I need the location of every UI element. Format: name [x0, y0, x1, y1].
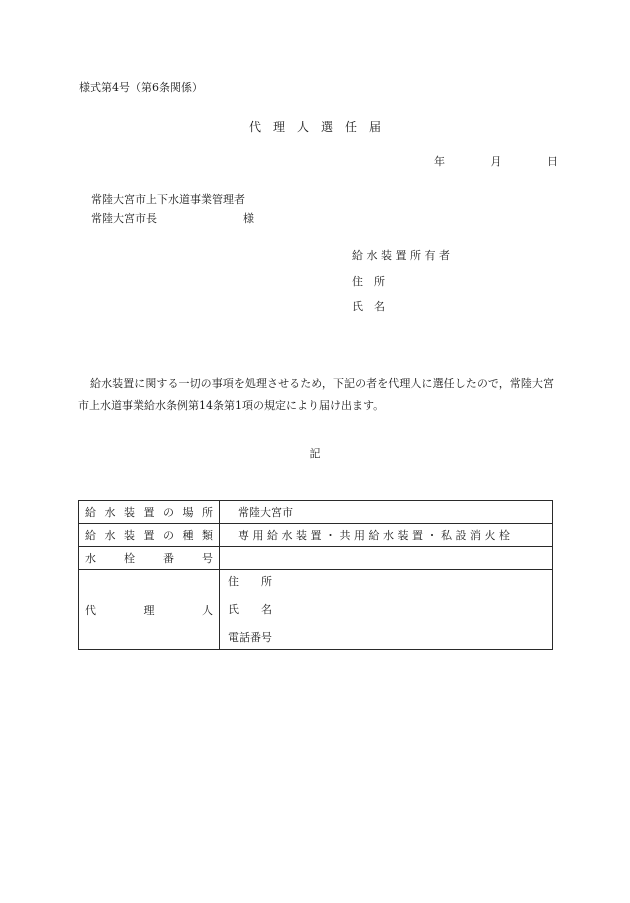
- owner-heading: 給 水 装 置 所 有 者: [352, 249, 450, 262]
- owner-name-label: 氏 名: [352, 300, 385, 313]
- agent-address-label: 住 所: [228, 575, 272, 588]
- form-number: 様式第4号（第6条関係）: [79, 81, 203, 94]
- agent-phone-label: 電話番号: [228, 631, 272, 644]
- spread-label-type: 給 水 装 置 の 種 類: [85, 529, 213, 542]
- table-row: [79, 501, 553, 524]
- date-line: [434, 156, 558, 167]
- table-row: [79, 524, 553, 547]
- row-label: [79, 501, 220, 524]
- ki-heading: 記: [309, 447, 321, 460]
- addressee-line-1: 常陸大宮市上下水道事業管理者: [91, 193, 245, 206]
- spread-label-tap: 水 栓 番 号: [85, 552, 213, 565]
- tap-number-value: [220, 547, 553, 570]
- details-table: [78, 500, 553, 650]
- location-value: 常陸大宮市: [220, 501, 553, 524]
- spread-label-location: 給 水 装 置 の 場 所: [85, 506, 213, 519]
- row-label: [79, 524, 220, 547]
- date-day-label: 日: [547, 155, 558, 168]
- document-title: 代 理 人 選 任 届: [248, 120, 381, 134]
- addressee-honorific: 様: [243, 212, 254, 225]
- owner-address-label: 住 所: [352, 275, 385, 288]
- spread-label-agent: 代 理 人: [85, 603, 213, 617]
- agent-name-label: 氏 名: [228, 603, 272, 616]
- table-row: [79, 547, 553, 570]
- date-year-label: 年: [434, 155, 445, 168]
- addressee-line-2: 常陸大宮市長: [91, 212, 157, 225]
- table-row: [79, 570, 553, 650]
- row-label: [79, 547, 220, 570]
- type-value: 専 用 給 水 装 置 ・ 共 用 給 水 装 置 ・ 私 設 消 火 栓: [220, 524, 553, 547]
- date-month-label: 月: [490, 155, 502, 168]
- agent-label: [79, 570, 220, 650]
- declaration-text: 給水装置に関する一切の事項を処理させるため，下記の者を代理人に選任したので，常陸大宮市上水道事業給水条例第14条第1項の規定により届け出ます。: [78, 377, 554, 412]
- agent-fields: [220, 570, 553, 650]
